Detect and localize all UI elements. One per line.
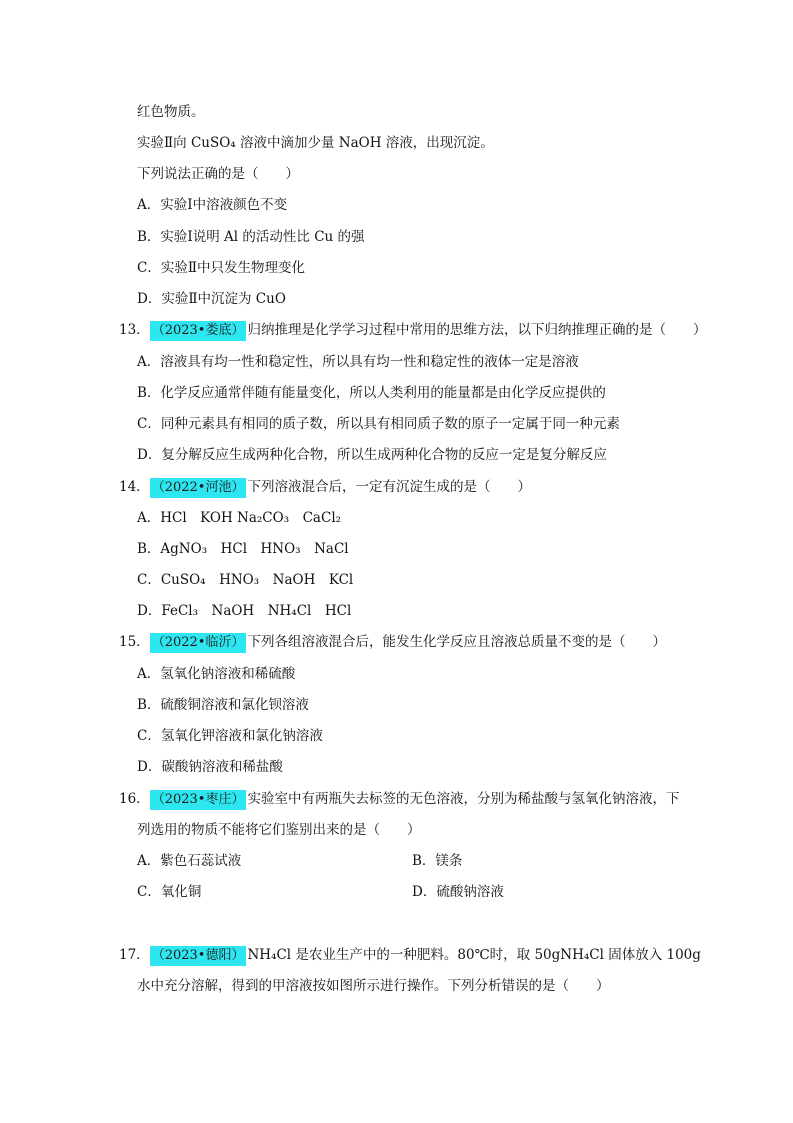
source-tag: （2023•娄底）	[150, 321, 247, 341]
intro-option-b: B．实验Ⅰ说明 Al 的活动性比 Cu 的强	[137, 229, 365, 245]
question-number: 14．	[119, 479, 150, 495]
q16-option-b: B．镁条	[412, 853, 463, 869]
question-17-stem	[119, 945, 701, 966]
intro-option-a: A．实验Ⅰ中溶液颜色不变	[137, 197, 288, 213]
q15-option-c: C．氢氧化钾溶液和氯化钠溶液	[137, 728, 323, 744]
q13-option-a: A．溶液具有均一性和稳定性，所以具有均一性和稳定性的液体一定是溶液	[137, 354, 579, 370]
question-text: NH₄Cl 是农业生产中的一种肥料。80℃时，取 50gNH₄Cl 固体放入 100g	[247, 947, 701, 963]
question-number: 13．	[119, 322, 150, 338]
question-text: 归纳推理是化学学习过程中常用的思维方法，以下归纳推理正确的是（ ）	[247, 322, 707, 338]
question-17-stem-cont: 水中充分溶解，得到的甲溶液按如图所示进行操作。下列分析错误的是（ ）	[137, 978, 610, 994]
question-number: 16．	[119, 791, 150, 807]
intro-option-d: D．实验Ⅱ中沉淀为 CuO	[137, 291, 286, 307]
q13-option-c: C．同种元素具有相同的质子数，所以具有相同质子数的原子一定属于同一种元素	[137, 416, 620, 432]
q15-option-b: B．硫酸铜溶液和氯化钡溶液	[137, 697, 309, 713]
question-text: 下列各组溶液混合后，能发生化学反应且溶液总质量不变的是（ ）	[247, 634, 666, 650]
q15-option-a: A．氢氧化钠溶液和稀硫酸	[137, 666, 296, 682]
intro-line-2: 实验Ⅱ向 CuSO₄ 溶液中滴加少量 NaOH 溶液，出现沉淀。	[137, 135, 494, 151]
question-number: 17．	[119, 947, 150, 963]
question-number: 15．	[119, 634, 150, 650]
question-14-stem	[119, 477, 531, 498]
q15-option-d: D．碳酸钠溶液和稀盐酸	[137, 759, 283, 775]
q16-option-d: D．硫酸钠溶液	[412, 884, 504, 900]
q13-option-d: D．复分解反应生成两种化合物，所以生成两种化合物的反应一定是复分解反应	[137, 447, 607, 463]
q14-option-b: B．AgNO₃ HCl HNO₃ NaCl	[137, 541, 349, 557]
question-15-stem	[119, 632, 666, 653]
q14-option-c: C．CuSO₄ HNO₃ NaOH KCl	[137, 572, 354, 588]
q14-option-a: A．HCl KOH Na₂CO₃ CaCl₂	[137, 510, 342, 526]
question-text: 实验室中有两瓶失去标签的无色溶液，分别为稀盐酸与氢氧化钠溶液，下	[247, 791, 680, 807]
intro-line-1: 红色物质。	[137, 104, 205, 120]
source-tag: （2023•枣庄）	[150, 790, 247, 810]
question-13-stem	[119, 320, 706, 341]
q16-option-a: A．紫色石蕊试液	[137, 853, 242, 869]
q13-option-b: B．化学反应通常伴随有能量变化，所以人类利用的能量都是由化学反应提供的	[137, 385, 606, 401]
question-16-stem-cont: 列选用的物质不能将它们鉴别出来的是（ ）	[137, 822, 421, 838]
q16-option-c: C．氧化铜	[137, 884, 202, 900]
question-text: 下列溶液混合后，一定有沉淀生成的是（ ）	[247, 479, 531, 495]
source-tag: （2022•河池）	[150, 478, 247, 498]
source-tag: （2023•德阳）	[150, 946, 247, 966]
source-tag: （2022•临沂）	[150, 633, 247, 653]
intro-option-c: C．实验Ⅱ中只发生物理变化	[137, 260, 306, 276]
q14-option-d: D．FeCl₃ NaOH NH₄Cl HCl	[137, 603, 352, 619]
intro-question: 下列说法正确的是（ ）	[137, 166, 299, 182]
question-16-stem	[119, 789, 679, 810]
